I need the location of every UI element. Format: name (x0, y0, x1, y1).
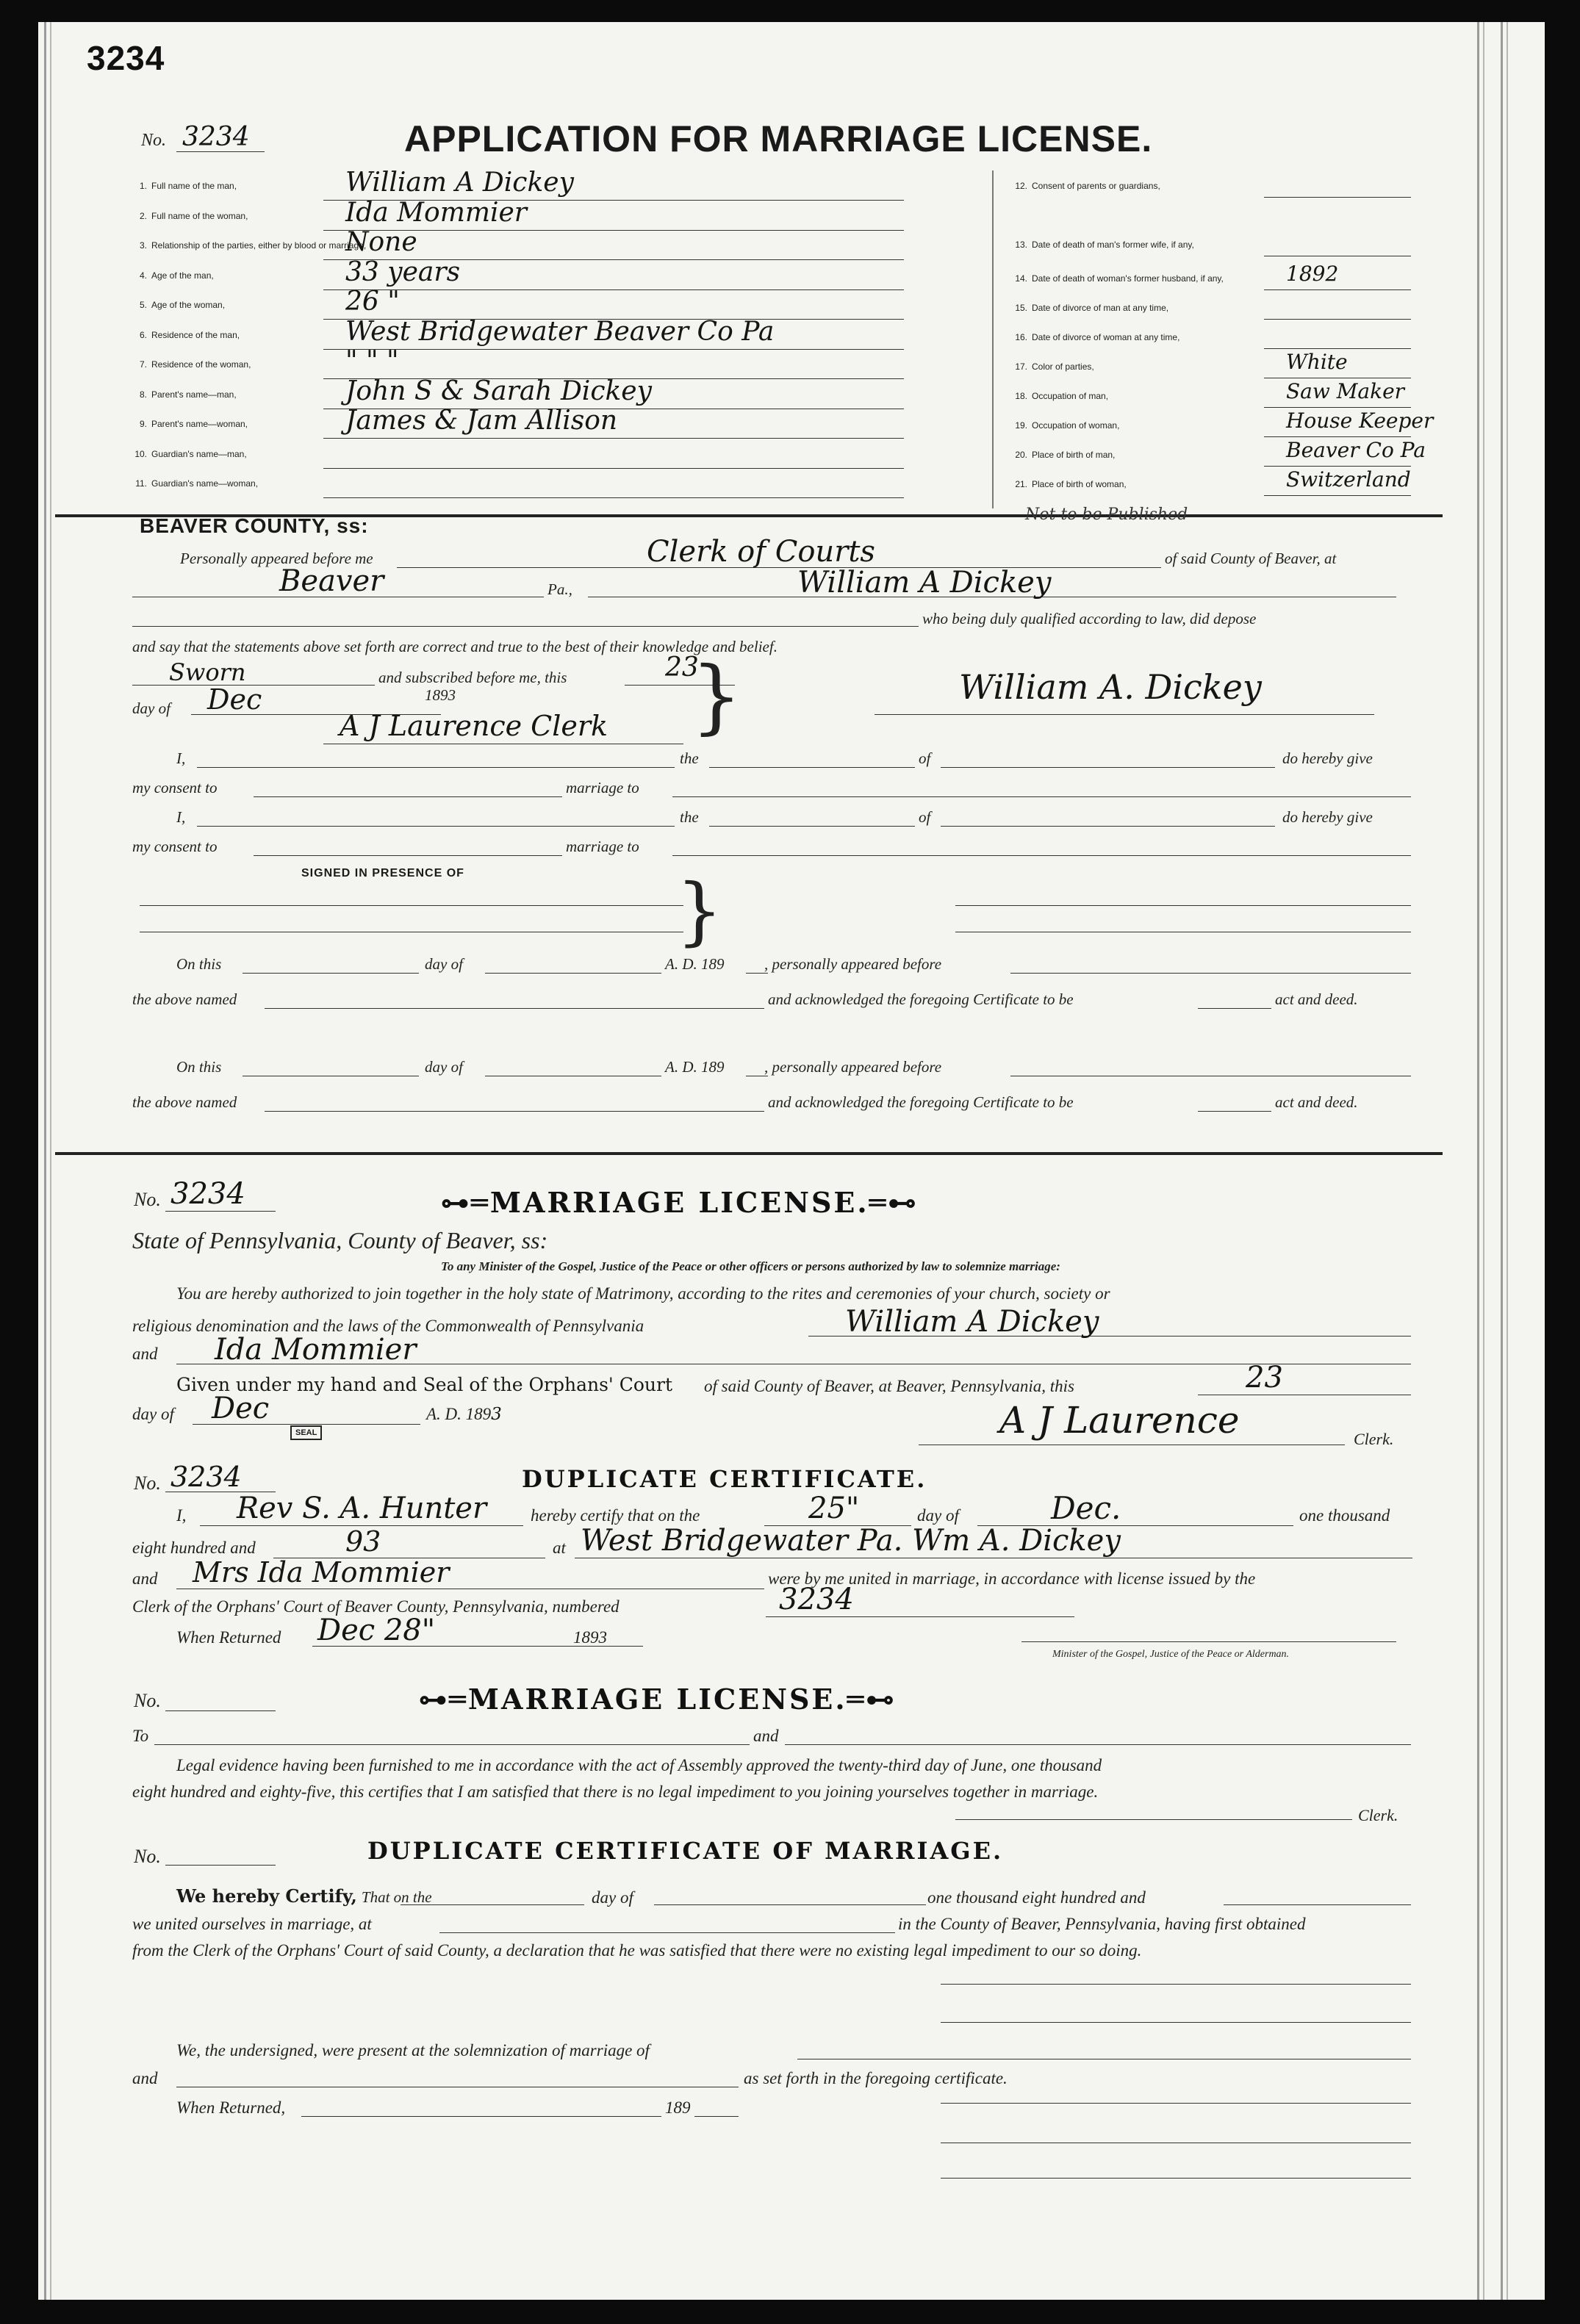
ack-appeared-label: , personally appeared before (764, 1058, 942, 1076)
field-number: 2. (139, 210, 147, 221)
consent-of-line (941, 826, 1275, 827)
legal-line-2: eight hundred and eighty-five, this certifies that I am satisfied that there is no legal impediment to you joining yourselves together in marriage. (132, 1782, 1099, 1801)
field-label: Age of the woman, (151, 300, 226, 310)
consent-to-line (254, 796, 562, 797)
field-label: Relationship of the parties, either by blood or marriage, (151, 240, 367, 251)
officer-value: Clerk of Courts (647, 535, 875, 569)
field-number: 15. (1015, 303, 1027, 313)
in-county-label: in the County of Beaver, Pennsylvania, having first obtained (898, 1915, 1306, 1933)
ack-on-this-label: On this (176, 955, 222, 973)
field-value: 33 years (345, 256, 461, 287)
field-label: Date of divorce of man at any time, (1032, 303, 1169, 313)
field-label: Place of birth of man, (1032, 450, 1116, 460)
field-underline (1264, 436, 1411, 437)
license2-clerk-label: Clerk. (1358, 1806, 1398, 1824)
applicant-value: William A Dickey (797, 566, 1052, 600)
field-value: " " " (345, 346, 399, 376)
field-label: Full name of the man, (151, 181, 237, 191)
margin-rule-right (1477, 22, 1479, 2300)
top-record-number: 3234 (87, 39, 165, 77)
consent-of-label: of (919, 808, 931, 826)
field-number: 3. (139, 240, 147, 251)
place-value: Beaver (279, 564, 384, 598)
license-no-value: 3234 (170, 1177, 245, 1211)
consent-marriage-line (672, 855, 1411, 856)
ack-month-line (485, 973, 661, 974)
duplicate-bride-value: Mrs Ida Mommier (193, 1556, 450, 1589)
field-label: Date of death of man's former wife, if any, (1032, 240, 1194, 250)
field-number: 10. (134, 448, 147, 459)
field-number: 18. (1015, 391, 1027, 401)
license-month-value: Dec (212, 1392, 270, 1425)
united-label: were by me united in marriage, in accordance with license issued by the (768, 1569, 1256, 1588)
field-underline (1264, 407, 1411, 408)
consent-marriage-line (672, 796, 1411, 797)
ack-day-of-label: day of (425, 1058, 463, 1076)
duplicate-title: DUPLICATE CERTIFICATE. (522, 1465, 927, 1493)
field-label: Color of parties, (1032, 361, 1094, 372)
sworn-month-value: Dec (207, 683, 262, 716)
field-label: Residence of the man, (151, 329, 240, 340)
ack-pronoun-line (1198, 1111, 1271, 1112)
consent-the-label: the (680, 749, 699, 767)
ack-pronoun-line (1198, 1008, 1271, 1009)
duplicate2-year-label: 189 (665, 2098, 691, 2117)
field-value: None (345, 227, 417, 257)
field-underline (1264, 466, 1411, 467)
field-number: 12. (1015, 181, 1027, 191)
field-number: 20. (1015, 450, 1027, 460)
field-value: Ida Mommier (345, 197, 528, 228)
field-value: White (1286, 350, 1348, 374)
license-clerk-signature: A J Laurence (999, 1399, 1240, 1442)
sworn-day-value: 23 (665, 652, 699, 683)
minister-caption: Minister of the Gospel, Justice of the Peace or Alderman. (1052, 1649, 1290, 1660)
given-label-2: of said County of Beaver, at Beaver, Pennsylvania, this (704, 1377, 1074, 1395)
duplicate-day-value: 25" (808, 1492, 860, 1525)
field-value: House Keeper (1286, 409, 1434, 433)
sworn-value: Sworn (169, 658, 246, 686)
license-day-value: 23 (1246, 1361, 1283, 1395)
duplicate-i-label: I, (176, 1506, 187, 1525)
duplicate-no-label: No. (134, 1472, 161, 1494)
field-label: Occupation of woman, (1032, 420, 1120, 431)
legal-line-1: Legal evidence having been furnished to me in accordance with the act of Assembly approved the twenty-third day of June, one thousand (176, 1756, 1102, 1774)
personally-appeared-label: Personally appeared before me (180, 550, 373, 567)
county-heading: BEAVER COUNTY, ss: (140, 514, 369, 537)
to-any-minister: To any Minister of the Gospel, Justice of the Peace or other officers or persons authorized by law to solemnize marriage: (441, 1259, 1060, 1273)
field-label: Full name of the woman, (151, 210, 248, 221)
field-label: Date of death of woman's former husband, if any, (1032, 273, 1224, 284)
duplicate2-and-label: and (132, 2069, 158, 2087)
ack-above-named-label: the above named (132, 1093, 237, 1111)
field-underline (323, 438, 904, 439)
license-day-of-label: day of (132, 1405, 174, 1423)
license2-and-label: and (753, 1727, 779, 1745)
consent-i-label: I, (176, 808, 186, 826)
license2-title: ⊶═MARRIAGE LICENSE.═⊷ (419, 1683, 897, 1716)
license-groom-value: William A Dickey (845, 1305, 1099, 1339)
who-being-label: who being duly qualified according to law, did depose (922, 610, 1257, 627)
ack-on-this-label: On this (176, 1058, 222, 1076)
consent-relation-line (709, 767, 915, 768)
field-label: Occupation of man, (1032, 391, 1109, 401)
returned-year-value: 1893 (573, 1628, 607, 1647)
field-underline (1264, 348, 1411, 349)
license-year-digit: 3 (491, 1405, 502, 1424)
sworn-day-of-label: day of (132, 699, 170, 717)
field-value: Beaver Co Pa (1286, 438, 1426, 462)
duplicate-and-label: and (132, 1569, 158, 1588)
signed-in-presence-label: SIGNED IN PRESENCE OF (301, 867, 464, 879)
section-divider-2 (55, 1152, 1443, 1155)
field-label: Parent's name—man, (151, 389, 237, 400)
duplicate-year-value: 93 (345, 1525, 381, 1558)
consent-my-consent-label: my consent to (132, 779, 218, 796)
authorized-line-2: religious denomination and the laws of the Commonwealth of Pennsylvania (132, 1317, 644, 1335)
consent-marriage-to-label: marriage to (566, 838, 639, 855)
field-label: Parent's name—woman, (151, 419, 248, 429)
field-underline (323, 349, 904, 350)
field-number: 19. (1015, 420, 1027, 431)
numbered-value: 3234 (779, 1583, 854, 1616)
field-underline (1264, 197, 1411, 198)
margin-rule-right-inner (1483, 22, 1484, 2300)
field-number: 17. (1015, 361, 1027, 372)
sworn-year-value: 1893 (425, 686, 456, 704)
duplicate-no-value: 3234 (170, 1461, 242, 1493)
when-returned-label: When Returned (176, 1628, 281, 1647)
margin-rule-right-outer (1501, 22, 1503, 2300)
field-number: 8. (139, 389, 147, 400)
consent-the-label: the (680, 808, 699, 826)
consent-of-line (941, 767, 1275, 768)
license-ad: A. D. 1893 (426, 1405, 502, 1424)
field-value: Saw Maker (1286, 379, 1405, 403)
margin-rule-left-inner (50, 22, 51, 2300)
consent-give-label: do hereby give (1282, 749, 1373, 767)
authorized-line-1: You are hereby authorized to join together in the holy state of Matrimony, according to the rites and ceremonies of your church, society or (176, 1284, 1110, 1303)
not-published-note: Not to be Published (1025, 506, 1188, 524)
given-label: Given under my hand and Seal of the Orphans' Court (176, 1374, 673, 1395)
ack-act-deed-label: act and deed. (1275, 1093, 1358, 1111)
field-label: Place of birth of woman, (1032, 479, 1127, 489)
field-label: Date of divorce of woman at any time, (1032, 332, 1180, 342)
field-underline (323, 497, 904, 498)
field-underline (323, 468, 904, 469)
duplicate2-when-returned-label: When Returned, (176, 2098, 286, 2117)
returned-date-value: Dec 28" (317, 1614, 436, 1647)
duplicate-day-of-label: day of (917, 1506, 959, 1525)
field-number: 11. (135, 478, 147, 489)
clerk-line-label: Clerk of the Orphans' Court of Beaver County, Pennsylvania, numbered (132, 1597, 620, 1616)
we-undersigned-label: We, the undersigned, were present at the solemnization of marriage of (176, 2041, 650, 2059)
duplicate2-title: DUPLICATE CERTIFICATE OF MARRIAGE. (367, 1837, 1004, 1865)
subscribed-label: and subscribed before me, this (378, 669, 567, 686)
license2-no-label: No. (134, 1690, 161, 1711)
field-number: 6. (139, 329, 147, 340)
we-united-label: we united ourselves in marriage, at (132, 1915, 372, 1933)
license-no-label: No. (134, 1189, 161, 1210)
applicant-signature: William A. Dickey (959, 667, 1262, 707)
license-bride-value: Ida Mommier (215, 1333, 417, 1367)
field-value: Switzerland (1286, 467, 1411, 492)
as-set-forth-label: as set forth in the foregoing certificate. (744, 2069, 1008, 2087)
one-thousand-label: one thousand (1299, 1506, 1390, 1525)
license2-to-label: To (132, 1727, 149, 1745)
consent-relation-line (709, 826, 915, 827)
field-label: Guardian's name—man, (151, 448, 247, 459)
ack-appeared-label: , personally appeared before (764, 955, 942, 973)
field-value: 26 " (345, 287, 400, 317)
pa-label: Pa., (547, 580, 572, 598)
field-number: 16. (1015, 332, 1027, 342)
application-no-value: 3234 (182, 122, 250, 152)
ack-day-of-label: day of (425, 955, 463, 973)
ack-ad-label: A. D. 189 (665, 1058, 725, 1076)
consent-name-line (197, 826, 675, 827)
field-number: 14. (1015, 273, 1027, 284)
duplicate-month-value: Dec. (1051, 1490, 1121, 1526)
field-value: James & Jam Allison (345, 406, 618, 436)
duplicate2-day-of-label: day of (592, 1888, 633, 1907)
eight-hundred-label: eight hundred and (132, 1539, 256, 1557)
field-underline (1264, 289, 1411, 290)
clerk-signature-affidavit: A J Laurence Clerk (340, 710, 608, 742)
consent-to-line (254, 855, 562, 856)
license-clerk-label: Clerk. (1354, 1430, 1394, 1448)
field-number: 21. (1015, 479, 1027, 489)
field-value: William A Dickey (345, 168, 574, 198)
fields-divider (992, 170, 994, 508)
field-label: Consent of parents or guardians, (1032, 181, 1160, 191)
field-label: Residence of the woman, (151, 359, 251, 370)
application-fields (132, 170, 1440, 508)
application-no-label: No. (141, 131, 167, 150)
margin-rule-right-outer2 (1507, 22, 1508, 2300)
license-and-label: and (132, 1345, 158, 1363)
duplicate-at-label: at (553, 1539, 566, 1557)
license-title: ⊶═MARRIAGE LICENSE.═⊷ (441, 1186, 919, 1219)
field-value: West Bridgewater Beaver Co Pa (345, 316, 775, 347)
field-underline (323, 289, 904, 290)
ack-acknowledged-label: and acknowledged the foregoing Certificate to be (768, 1093, 1074, 1111)
of-said-county-label: of said County of Beaver, at (1165, 550, 1337, 567)
certify-line: We hereby Certify, That on the (176, 1885, 432, 1907)
consent-i-label: I, (176, 749, 186, 767)
margin-rule-left (44, 22, 46, 2300)
field-value: John S & Sarah Dickey (345, 375, 652, 406)
field-number: 4. (139, 270, 147, 281)
minister-value: Rev S. A. Hunter (237, 1492, 487, 1525)
duplicate2-no-label: No. (134, 1846, 161, 1867)
seal-box: SEAL (290, 1425, 322, 1440)
field-underline (1264, 319, 1411, 320)
ack-above-named-label: the above named (132, 990, 237, 1008)
ack-day-line (243, 973, 419, 974)
ack-before-line (1010, 973, 1411, 974)
field-label: Guardian's name—woman, (151, 478, 259, 489)
consent-of-label: of (919, 749, 931, 767)
duplicate2-one-thousand-label: one thousand eight hundred and (927, 1888, 1146, 1907)
field-number: 9. (139, 419, 147, 429)
consent-give-label: do hereby give (1282, 808, 1373, 826)
ack-act-deed-label: act and deed. (1275, 990, 1358, 1008)
application-title: APPLICATION FOR MARRIAGE LICENSE. (404, 118, 1153, 159)
and-say-label: and say that the statements above set forth are correct and true to the best of their knowledge and belief. (132, 638, 778, 655)
consent-name-line (197, 767, 675, 768)
field-underline (1264, 495, 1411, 496)
ack-acknowledged-label: and acknowledged the foregoing Certificate to be (768, 990, 1074, 1008)
hereby-certify-label: hereby certify that on the (531, 1506, 700, 1525)
ack-name-line (265, 1111, 764, 1112)
consent-marriage-to-label: marriage to (566, 779, 639, 796)
field-label: Age of the man, (151, 270, 214, 281)
field-number: 1. (139, 181, 147, 191)
ack-name-line (265, 1008, 764, 1009)
from-clerk-label: from the Clerk of the Orphans' Court of said County, a declaration that he was satisfied that there were no existing legal impediment to our so doing. (132, 1941, 1142, 1960)
ack-ad-label: A. D. 189 (665, 955, 725, 973)
consent-my-consent-label: my consent to (132, 838, 218, 855)
field-value: 1892 (1286, 262, 1339, 286)
place-and-groom-value: West Bridgewater Pa. Wm A. Dickey (581, 1524, 1121, 1558)
field-number: 7. (139, 359, 147, 370)
field-number: 13. (1015, 240, 1027, 250)
field-number: 5. (139, 300, 147, 310)
state-line: State of Pennsylvania, County of Beaver, ss: (132, 1227, 548, 1253)
